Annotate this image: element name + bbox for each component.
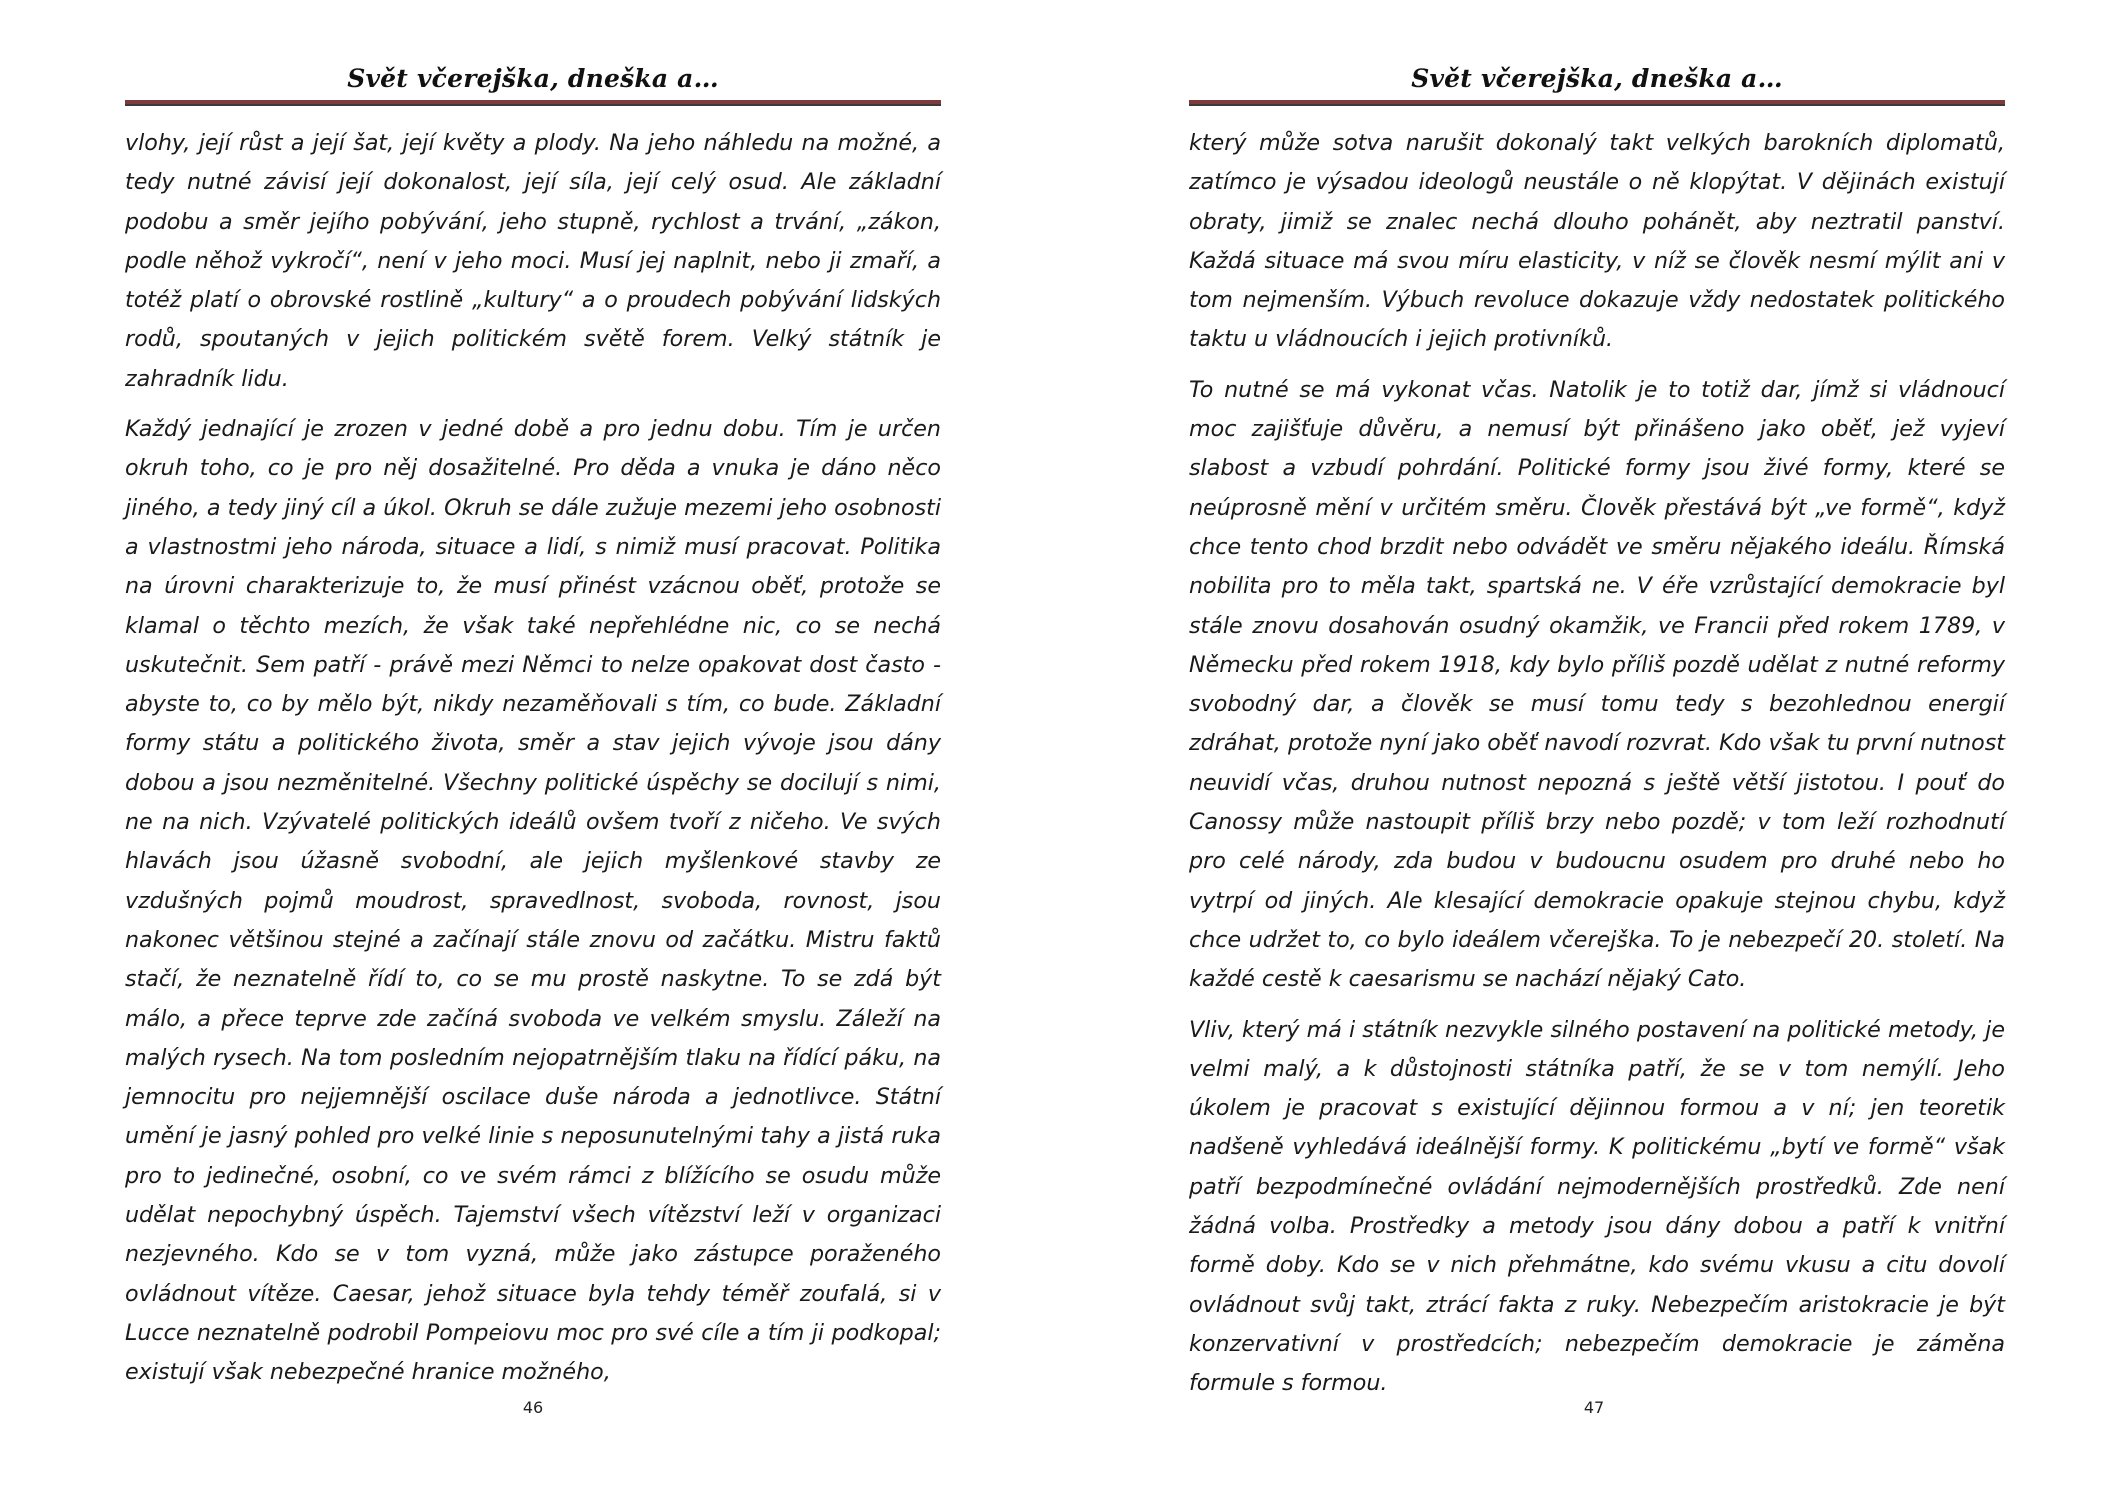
body-text — [1189, 124, 2005, 1415]
header-rule — [1189, 100, 2005, 106]
paragraph: Vliv, který má i státník nezvykle silného postavení na politické metody, je velmi malý, a k důstojnosti státníka patří, že se v tom nemýlí. Jeho úkolem je pracovat s existující dějinnou formou a v ní; jen teoretik nadšeně vyhledává ideálnější formy. K politickému „bytí ve formě“ však patří bezpodmínečné ovládání nejmodernějších prostředků. Zde není žádná volba. Prostředky a metody jsou dány dobou a patří k vnitřní formě doby. Kdo se v nich přehmátne, kdo svému vkusu a citu dovolí ovládnout svůj takt, ztrácí fakta z ruky. Nebezpečím aristokracie je být konzervativní v prostředcích; nebezpečím demokracie je záměna formule s formou. — [1189, 1016, 2005, 1397]
page-number: 47 — [1583, 1398, 1605, 1417]
header-rule — [125, 100, 941, 106]
header-title: Svět včerejška, dneška a… — [347, 64, 719, 93]
paragraph: To nutné se má vykonat včas. Natolik je to totiž dar, jímž si vládnoucí moc zajišťuje důvěru, a nemusí být přinášeno jako oběť, jež vyjeví slabost a vzbudí pohrdání. Politické formy jsou živé formy, které se neúprosně mění v určitém směru. Člověk přestává být „ve formě“, když chce tento chod brzdit nebo odvádět ve směru nějakého ideálu. Římská nobilita pro to měla takt, spartská ne. V éře vzrůstající demokracie byl stále znovu dosahován osudný okamžik, ve Francii před rokem 1789, v Německu před rokem 1918, kdy bylo příliš pozdě udělat z nutné reformy svobodný dar, a člověk se musí tomu tedy s bezohlednou energií zdráhat, protože nyní jako oběť navodí rozvrat. Kdo však tu první nutnost neuvidí včas, druhou nutnost nepozná s ještě větší jistotou. I pouť do Canossy může nastoupit příliš brzy nebo pozdě; v tom leží rozhodnutí pro celé národy, zda budou v budoucnu osudem pro druhé nebo ho vytrpí od jiných. Ale klesající demokracie opakuje stejnou chybu, když chce udržet to, co bylo ideálem včerejška. To je nebezpečí 20. století. Na každé cestě k caesarismu se nachází nějaký Cato. — [1189, 376, 2005, 993]
running-header — [125, 62, 941, 106]
header-title: Svět včerejška, dneška a… — [1411, 64, 1783, 93]
running-header — [1189, 62, 2005, 106]
paragraph: vlohy, její růst a její šat, její květy a plody. Na jeho náhledu na možné, a tedy nutné závisí její dokonalost, její síla, její celý osud. Ale základní podobu a směr jejího pobývání, jeho stupně, rychlost a trvání, „zákon, podle něhož vykročí“, není v jeho moci. Musí jej naplnit, nebo ji zmaří, a totéž platí o obrovské rostlině „kultury“ a o proudech pobývání lidských rodů, spoutaných v jejich politickém světě forem. Velký státník je zahradník lidu. — [125, 130, 941, 392]
right-page — [1061, 0, 2122, 1500]
body-text — [125, 124, 941, 1404]
page-number: 46 — [522, 1398, 544, 1417]
paragraph: který může sotva narušit dokonalý takt velkých barokních diplomatů, zatímco je výsadou ideologů neustále o ně klopýtat. V dějinách existují obraty, jimiž se znalec nechá dlouho pohánět, aby neztratil panství. Každá situace má svou míru elasticity, v níž se člověk nesmí mýlit ani v tom nejmenším. Výbuch revoluce dokazuje vždy nedostatek politického taktu u vládnoucích i jejich protivníků. — [1189, 130, 2005, 353]
paragraph: Každý jednající je zrozen v jedné době a pro jednu dobu. Tím je určen okruh toho, co je pro něj dosažitelné. Pro děda a vnuka je dáno něco jiného, a tedy jiný cíl a úkol. Okruh se dále zužuje mezemi jeho osobnosti a vlastnostmi jeho národa, situace a lidí, s nimiž musí pracovat. Politika na úrovni charakterizuje to, že musí přinést vzácnou oběť, protože se klamal o těchto mezích, že však také nepřehlédne nic, co se nechá uskutečnit. Sem patří - právě mezi Němci to nelze opakovat dost často - abyste to, co by mělo být, nikdy nezaměňovali s tím, co bude. Základní formy státu a politického života, směr a stav jejich vývoje jsou dány dobou a jsou nezměnitelné. Všechny politické úspěchy se docilují s nimi, ne na nich. Vzývatelé politických ideálů ovšem tvoří z ničeho. Ve svých hlavách jsou úžasně svobodní, ale jejich myšlenkové stavby ze vzdušných pojmů moudrost, spravedlnost, svoboda, rovnost, jsou nakonec většinou stejné a začínají stále znovu od začátku. Mistru faktů stačí, že neznatelně řídí to, co se mu prostě naskytne. To se zdá být málo, a přece teprve zde začíná svoboda ve velkém smyslu. Záleží na malých rysech. Na tom posledním nejopatrnějším tlaku na řídící páku, na jemnocitu pro nejjemnější oscilace duše národa a jednotlivce. Státní umění je jasný pohled pro velké linie s neposunutelnými tahy a jistá ruka pro to jedinečné, osobní, co ve svém rámci z blížícího se osudu může udělat nepochybný úspěch. Tajemství všech vítězství leží v organizaci nezjevného. Kdo se v tom vyzná, může jako zástupce poraženého ovládnout vítěze. Caesar, jehož situace byla tehdy téměř zoufalá, si v Lucce neznatelně podrobil Pompeiovu moc pro své cíle a tím ji podkopal; existují však nebezpečné hranice možného, — [125, 416, 941, 1386]
